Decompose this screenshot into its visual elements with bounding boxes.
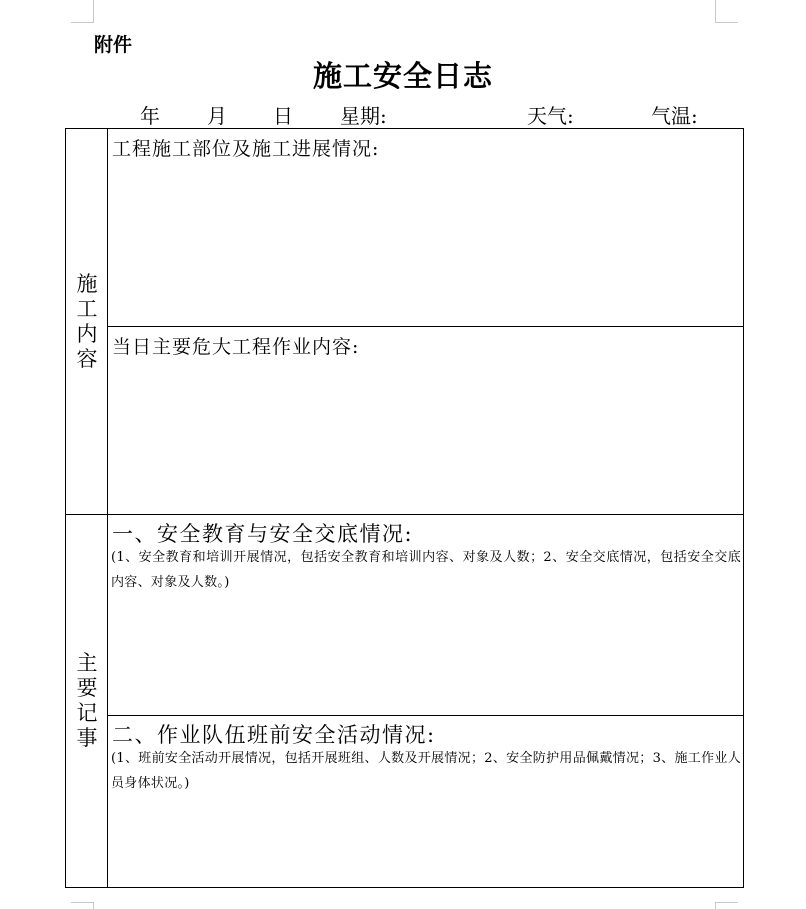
construction-label-char: 内 [76,321,98,346]
construction-label-char: 施 [76,271,98,296]
construction-label-char: 工 [76,296,98,321]
temperature-label: 气温: [651,104,698,128]
construction-label-char: 容 [76,346,98,371]
row-divider-records [108,715,743,716]
pre-shift-activity-note: (1、班前安全活动开展情况，包括开展班组、人数及开展情况；2、安全防护用品佩戴情况；3、施工作业人员身体状况。) [111,751,741,791]
crop-mark-top-right [715,0,738,23]
records-label-char: 事 [76,726,98,750]
month-label: 月 [207,104,227,128]
log-table [65,128,744,888]
major-hazard-work-heading: 当日主要危大工程作业内容: [112,336,360,358]
attachment-label: 附件 [94,34,133,56]
records-label-char: 记 [76,701,98,725]
records-section-label [66,515,108,887]
construction-section-label [66,129,108,514]
pre-shift-activity-heading: 二、作业队伍班前安全活动情况: [112,723,436,747]
records-label-char: 要 [76,676,98,700]
section-divider [66,514,743,515]
page-title: 施工安全日志 [312,59,493,93]
crop-mark-top-left [71,0,94,23]
safety-education-heading: 一、安全教育与安全交底情况: [112,522,414,546]
safety-education-note: (1、安全教育和培训开展情况，包括安全教育和培训内容、对象及人数；2、安全交底情况，包括安全交底内容、对象及人数。) [111,550,741,590]
year-label: 年 [140,104,160,128]
day-label: 日 [273,104,293,128]
row-divider-construction [108,326,743,327]
weekday-label: 星期: [340,104,387,128]
construction-progress-heading: 工程施工部位及施工进展情况: [112,138,380,160]
weather-label: 天气: [527,104,574,128]
records-label-char: 主 [76,651,98,675]
